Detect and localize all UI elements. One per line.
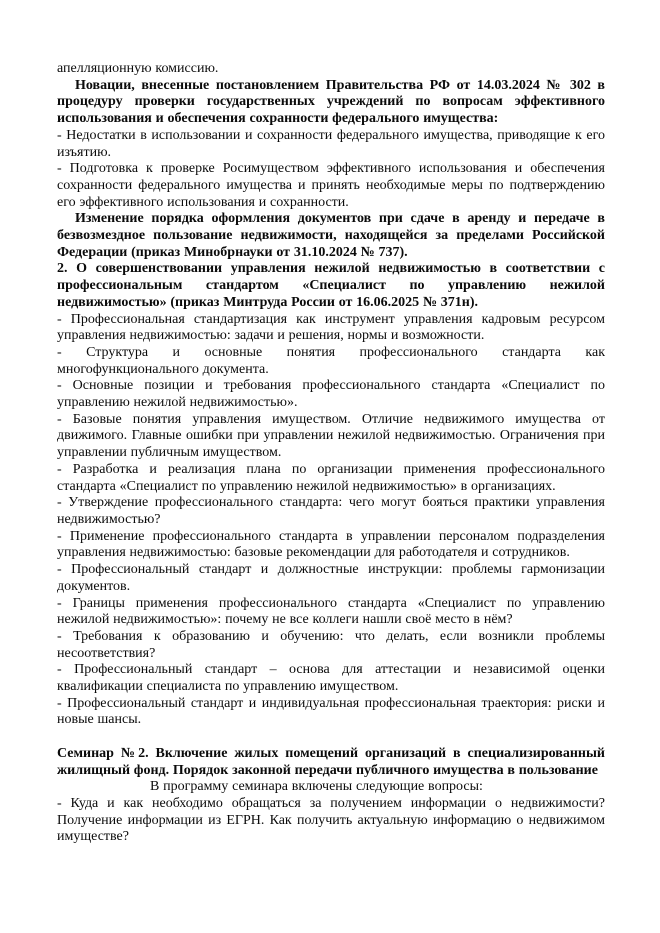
paragraph-8: - Основные позиции и требования профессионального стандарта «Специалист по управлению нежилой недвижимостью». bbox=[57, 378, 605, 411]
paragraph-16: - Профессиональный стандарт – основа для аттестации и независимой оценки квалификации специалиста по управлению имуществом. bbox=[57, 662, 605, 695]
paragraph-12: - Применение профессионального стандарта в управлении персоналом подразделения управления недвижимостью: базовые рекомендации для работодателя и сотрудников. bbox=[57, 528, 605, 561]
paragraph-10: - Разработка и реализация плана по организации применения профессионального стандарта «Специалист по управлению нежилой недвижимостью» в организациях. bbox=[57, 461, 605, 494]
document-body bbox=[57, 61, 605, 846]
paragraph-1: Новации, внесенные постановлением Правительства РФ от 14.03.2024 № 302 в процедуру проверки государственных учреждений по вопросам эффективного использования и обеспечения сохранности федерального имущества: bbox=[57, 77, 605, 127]
paragraph-7: - Структура и основные понятия профессионального стандарта как многофункционального документа. bbox=[57, 344, 605, 377]
paragraph-6: - Профессиональная стандартизация как инструмент управления кадровым ресурсом управления недвижимостью: задачи и решения, нормы и возможности. bbox=[57, 311, 605, 344]
paragraph-20: В программу семинара включены следующие вопросы: bbox=[150, 779, 483, 795]
paragraph-15: - Требования к образованию и обучению: что делать, если возникли проблемы несоответствия? bbox=[57, 628, 605, 661]
paragraph-4: Изменение порядка оформления документов при сдаче в аренду и передаче в безвозмездное пользование недвижимости, находящейся за пределами Российской Федерации (приказ Минобрнауки от 31.10.2024 № 737). bbox=[57, 211, 605, 260]
paragraph-19: Семинар №2. Включение жилых помещений организаций в специализированный жилищный фонд. Порядок законной передачи публичного имущества в пользование bbox=[57, 745, 605, 778]
paragraph-21: - Куда и как необходимо обращаться за получением информации о недвижимости? Получение информации из ЕГРН. Как получить актуальную информацию о недвижимом имуществе? bbox=[57, 795, 605, 845]
paragraph-2: - Недостатки в использовании и сохранности федерального имущества, приводящие к его изъятию. bbox=[57, 127, 605, 160]
paragraph-14: - Границы применения профессионального стандарта «Специалист по управлению нежилой недвижимостью»: почему не все коллеги нашли своё место в нём? bbox=[57, 595, 605, 628]
paragraph-17: - Профессиональный стандарт и индивидуальная профессиональная траектория: риски и новые шансы. bbox=[57, 695, 605, 728]
paragraph-9: - Базовые понятия управления имуществом. Отличие недвижимого имущества от движимого. Главные ошибки при управлении нежилой недвижимостью. Ограничения при управлении публичным имуществом. bbox=[57, 411, 605, 461]
paragraph-5: 2. О совершенствовании управления нежилой недвижимостью в соответствии с профессиональным стандартом «Специалист по управлению нежилой недвижимостью» (приказ Минтруда России от 16.06.2025 № 371н). bbox=[57, 261, 605, 310]
paragraph-3: - Подготовка к проверке Росимуществом эффективного использования и обеспечения сохранности федерального имущества и принять необходимые меры по подтверждению его эффективного использования и сохранности. bbox=[57, 161, 605, 210]
paragraph-13: - Профессиональный стандарт и должностные инструкции: проблемы гармонизации документов. bbox=[57, 562, 605, 594]
blank-line bbox=[57, 729, 605, 746]
paragraph-0: апелляционную комиссию. bbox=[57, 61, 219, 76]
paragraph-11: - Утверждение профессионального стандарта: чего могут бояться практики управления недвижимостью? bbox=[57, 495, 605, 527]
